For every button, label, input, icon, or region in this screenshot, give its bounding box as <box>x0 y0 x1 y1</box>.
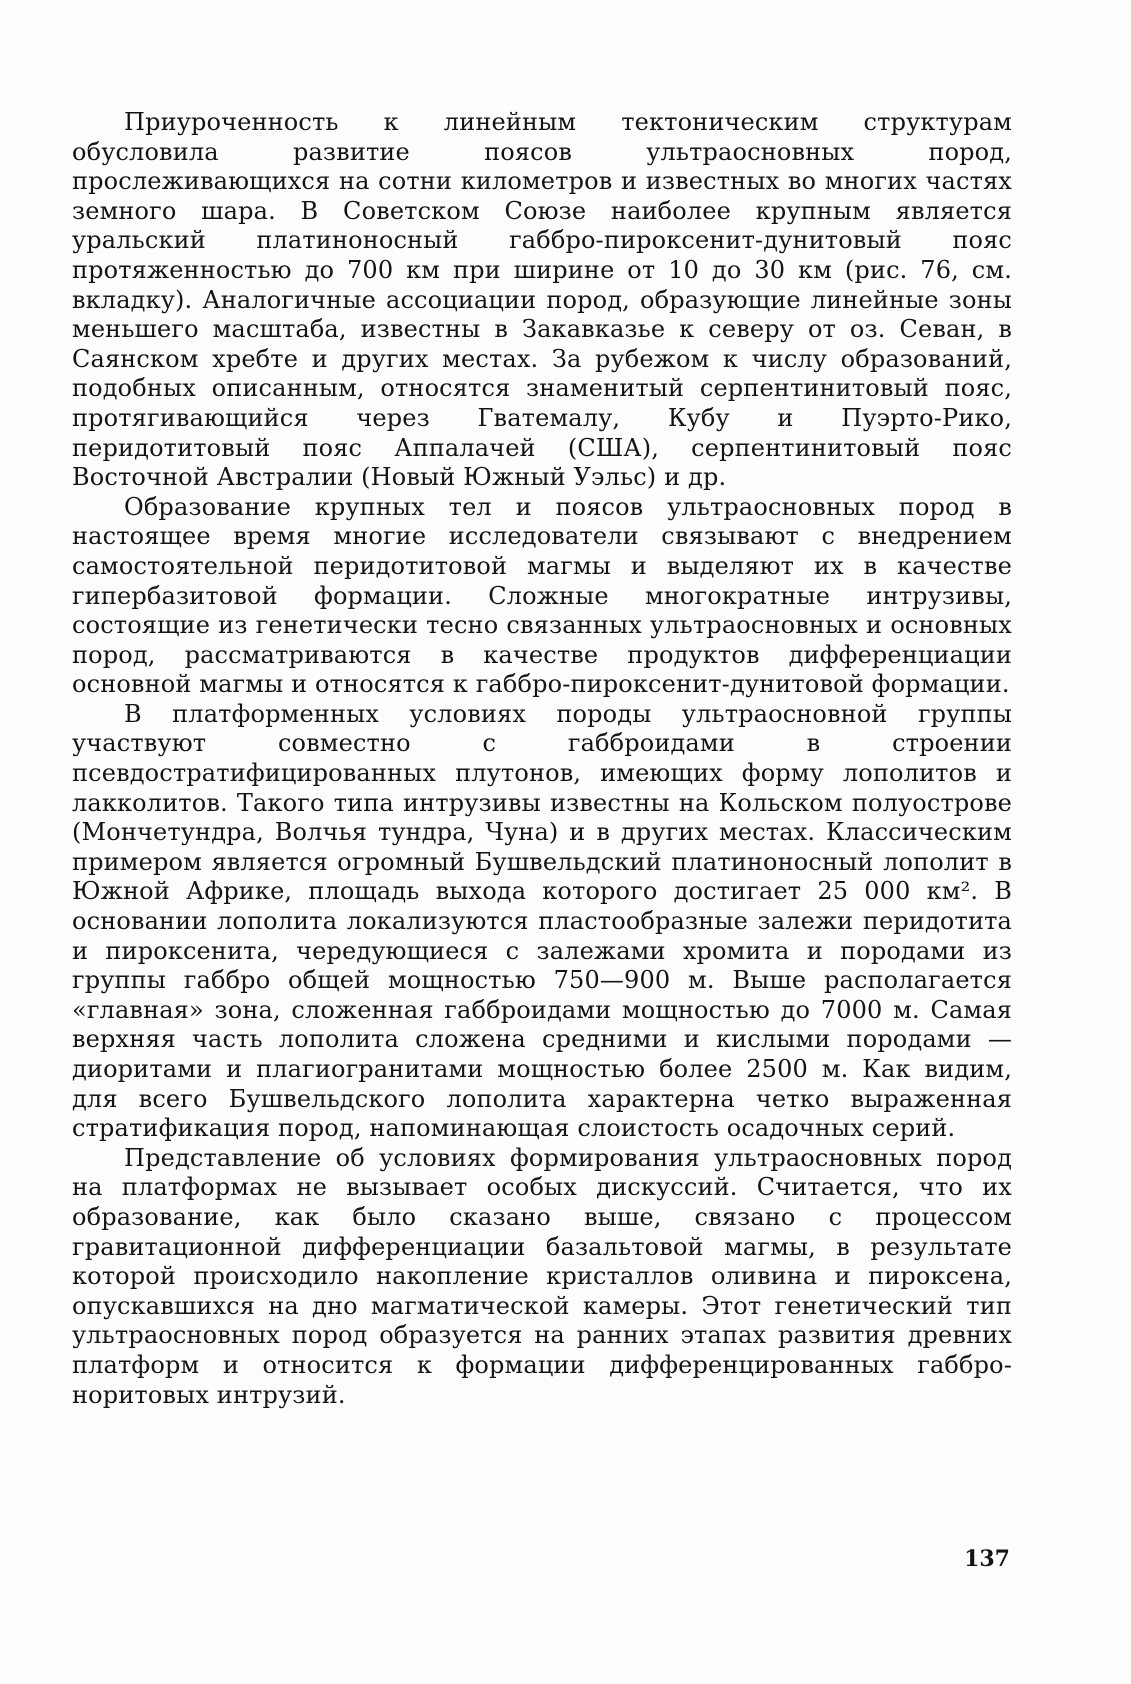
page-number: 137 <box>964 1546 1010 1572</box>
body-text <box>72 108 1012 1410</box>
paragraph-ultrabasic-belts: Приуроченность к линейным тектоническим структурам обусловила развитие поясов ультраосновных пород, прослеживающихся на сотни километров и известных во многих частях земного шара. В Советском Союзе наиболее крупным является уральский платиноносный габбро-пироксенит-дунитовый пояс протяженностью до 700 км при ширине от 10 до 30 км (рис. 76, см. вкладку). Аналогичные ассоциации пород, образующие линейные зоны меньшего масштаба, известны в Закавказье к северу от оз. Севан, в Саянском хребте и других местах. За рубежом к числу образований, подобных описанным, относятся знаменитый серпентинитовый пояс, протягивающийся через Гватемалу, Кубу и Пуэрто-Рико, перидотитовый пояс Аппалачей (США), серпентинитовый пояс Восточной Австралии (Новый Южный Уэльс) и др. <box>72 108 1012 492</box>
paragraph-platform-origin: Представление об условиях формирования ультраосновных пород на платформах не вызывает особых дискуссий. Считается, что их образование, как было сказано выше, связано с процессом гравитационной дифференциации базальтовой магмы, в результате которой происходило накопление кристаллов оливина и пироксена, опускавшихся на дно магматической камеры. Этот генетический тип ультраосновных пород образуется на ранних этапах развития древних платформ и относится к формации дифференцированных габбро-норитовых интрузий. <box>72 1143 1012 1409</box>
paragraph-hyperbasite-formation: Образование крупных тел и поясов ультраосновных пород в настоящее время многие исследователи связывают с внедрением самостоятельной перидотитовой магмы и выделяют их в качестве гипербазитовой формации. Сложные многократные интрузивы, состоящие из генетически тесно связанных ультраосновных и основных пород, рассматриваются в качестве продуктов дифференциации основной магмы и относятся к габбро-пироксенит-дунитовой формации. <box>72 492 1012 699</box>
paragraph-platform-lopoliths: В платформенных условиях породы ультраосновной группы участвуют совместно с габброидами в строении псевдостратифицированных плутонов, имеющих форму лополитов и лакколитов. Такого типа интрузивы известны на Кольском полуострове (Мончетундра, Волчья тундра, Чуна) и в других местах. Классическим примером является огромный Бушвельдский платиноносный лополит в Южной Африке, площадь выхода которого достигает 25 000 км². В основании лополита локализуются пластообразные залежи перидотита и пироксенита, чередующиеся с залежами хромита и породами из группы габбро общей мощностью 750—900 м. Выше располагается «главная» зона, сложенная габброидами мощностью до 7000 м. Самая верхняя часть лополита сложена средними и кислыми породами — диоритами и плагиогранитами мощностью более 2500 м. Как видим, для всего Бушвельдского лополита характерна четко выраженная стратификация пород, напоминающая слоистость осадочных серий. <box>72 699 1012 1143</box>
